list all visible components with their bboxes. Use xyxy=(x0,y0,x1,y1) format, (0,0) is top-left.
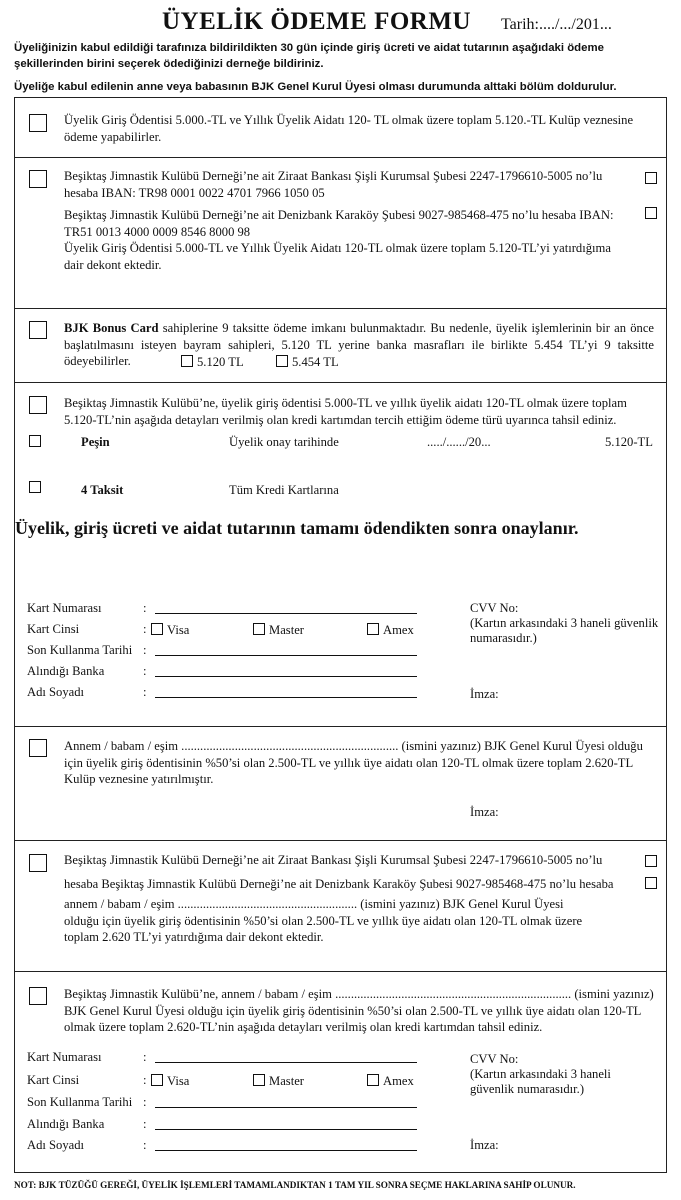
kart-no-label: Kart Numarası xyxy=(27,601,102,615)
visa-option[interactable] xyxy=(151,623,189,638)
section-parent-credit-card xyxy=(14,972,667,1173)
onay-date[interactable]: ...../....../20... xyxy=(427,435,491,449)
denizbank-checkbox[interactable] xyxy=(645,207,657,219)
visa-label: Visa xyxy=(167,623,190,637)
bonus-option-5120[interactable] xyxy=(181,354,244,371)
son-kullanma-field[interactable] xyxy=(155,1107,417,1108)
section-cash-payment xyxy=(14,98,667,158)
kart-no-field[interactable] xyxy=(155,1062,417,1063)
bonus-card-checkbox[interactable] xyxy=(29,321,47,339)
master-option[interactable] xyxy=(253,623,304,638)
banka-label: Alındığı Banka xyxy=(27,664,105,678)
credit-card-text: Beşiktaş Jimnastik Kulübü’ne, üyelik giriş ödentisi 5.000-TL ve yıllık üyelik aidatı 120-TL olmak üzere toplam 5.120-TL’nin aşağıda detayları verilmiş olan kredi kartımdan tercih ettiğim ödeme türü uyarınca tahsil ediniz. xyxy=(64,396,627,427)
parent-ziraat-checkbox[interactable] xyxy=(645,855,657,867)
visa-checkbox[interactable] xyxy=(151,1074,163,1086)
banka-label: Alındığı Banka xyxy=(27,1117,105,1131)
parent-denizbank-text: hesaba Beşiktaş Jimnastik Kulübü Derneği’ne ait Denizbank Karaköy Şubesi 9027-985468-475 no’lu hesaba xyxy=(64,877,614,891)
section-parent-cash xyxy=(14,727,667,841)
son-kullanma-label: Son Kullanma Tarihi xyxy=(27,643,133,657)
parent-credit-card-text: Beşiktaş Jimnastik Kulübü’ne, annem / babam / eşim ........................................................................... (ismini yazınız) BJK Genel Kurul Üyesi olduğu için üyelik giriş ödentisinin %50’si olan 2.500-TL ve yıllık üye aidatı olan 120-TL olmak üzere toplam 2.620-TL’nin aşağıda detayları verilmiş olan kredi kartımdan tahsil ediniz. xyxy=(64,987,654,1034)
intro-text-1: Üyeliğinizin kabul edildiği tarafınıza bildirildikten 30 gün içinde giriş ücreti ve aidat tutarının aşağıdaki ödeme şekillerinden birini seçerek ödediğinizi derneğe bildiriniz. xyxy=(14,42,604,70)
parent-transfer-checkbox[interactable] xyxy=(29,854,47,872)
colon: : xyxy=(143,685,147,699)
cvv-note: (Kartın arkasındaki 3 haneli güvenlik numarasıdır.) xyxy=(470,616,659,645)
visa-option[interactable] xyxy=(151,1074,189,1089)
adi-soyadi-label: Adı Soyadı xyxy=(27,1138,85,1152)
section-parent-transfer xyxy=(14,841,667,972)
bonus-card-text xyxy=(64,320,654,370)
kart-no-label: Kart Numarası xyxy=(27,1050,102,1064)
amex-option[interactable] xyxy=(367,623,414,638)
ziraat-account-text: Beşiktaş Jimnastik Kulübü Derneği’ne ait Ziraat Bankası Şişli Kurumsal Şubesi 2247-1796610-5005 no’lu hesaba IBAN: TR98 0001 0022 4701 7966 1050 05 xyxy=(64,169,603,200)
denizbank-account-text: Beşiktaş Jimnastik Kulübü Derneği’ne ait Denizbank Karaköy Şubesi 9027-985468-475 no’lu hesaba IBAN: TR51 0013 4000 0009 8546 8000 98 xyxy=(64,208,614,239)
amex-checkbox[interactable] xyxy=(367,623,379,635)
cash-payment-text: Üyelik Giriş Ödentisi 5.000.-TL ve Yıllık Üyelik Aidatı 120- TL olmak üzere toplam 5.120.-TL Kulüp veznesine ödeme yapabilirler. xyxy=(64,113,634,144)
master-checkbox[interactable] xyxy=(253,623,265,635)
cash-payment-checkbox[interactable] xyxy=(29,114,47,132)
son-kullanma-field[interactable] xyxy=(155,655,417,656)
adi-soyadi-label: Adı Soyadı xyxy=(27,685,85,699)
dekont-text: Üyelik Giriş Ödentisi 5.000-TL ve Yıllık Üyelik Aidatı 120-TL olmak üzere toplam 5.120-TL’yi yatırdığıma dair dekont ektedir. xyxy=(64,241,611,272)
page-title: ÜYELİK ÖDEME FORMU xyxy=(162,8,471,35)
option-5454-checkbox[interactable] xyxy=(276,355,288,367)
pesin-amount: 5.120-TL xyxy=(605,435,653,449)
adi-soyadi-field[interactable] xyxy=(155,1150,417,1151)
colon: : xyxy=(143,601,147,615)
kart-no-field[interactable] xyxy=(155,613,417,614)
amex-label: Amex xyxy=(383,1074,414,1088)
ziraat-checkbox[interactable] xyxy=(645,172,657,184)
kart-cinsi-label: Kart Cinsi xyxy=(27,622,80,636)
visa-label: Visa xyxy=(167,1074,190,1088)
footer-note: NOT: BJK TÜZÜĞÜ GEREĞİ, ÜYELİK İŞLEMLERİ TAMAMLANDIKTAN 1 TAM YIL SONRA SEÇME HAKLARINA SAHİP OLUNUR. xyxy=(14,1180,576,1190)
date-field[interactable]: Tarih:..../.../201... xyxy=(501,16,612,33)
master-checkbox[interactable] xyxy=(253,1074,265,1086)
cvv-note: (Kartın arkasındaki 3 haneli güvenlik numarasıdır.) xyxy=(470,1067,611,1096)
bonus-card-description: sahiplerine 9 taksitte ödeme imkanı bulunmaktadır. Bu nedenle, üyelik işlemlerinin bir an önce başlatılmasını isteyen bayram sahipleri, 5.120 TL yerine banka masrafları ile birlikte 5.454 TL’yi 9 taksitte ödeyebilirler. xyxy=(64,321,654,368)
parent-denizbank-checkbox[interactable] xyxy=(645,877,657,889)
onay-label: Üyelik onay tarihinde xyxy=(229,435,339,449)
amex-label: Amex xyxy=(383,623,414,637)
approval-note: Üyelik, giriş ücreti ve aidat tutarının tamamı ödendikten sonra onaylanır. xyxy=(15,518,579,538)
intro-text-2: Üyeliğe kabul edilenin anne veya babasının BJK Genel Kurul Üyesi olması durumunda alttaki bölüm doldurulur. xyxy=(14,81,617,93)
option-5120-label: 5.120 TL xyxy=(197,355,244,369)
bonus-option-5454[interactable] xyxy=(276,354,339,371)
master-option[interactable] xyxy=(253,1074,304,1089)
cvv-label: CVV No: xyxy=(470,1052,519,1066)
pesin-label: Peşin xyxy=(81,435,110,449)
amex-checkbox[interactable] xyxy=(367,1074,379,1086)
master-label: Master xyxy=(269,623,304,637)
parent-dekont-text: annem / babam / eşim ......................................................... (ismini yazınız) BJK Genel Kurul Üyesi olduğu için üyelik giriş ödentisinin %50’si olan 2.500-TL ve yıllık üye aidatı olan 120-TL olmak üzere toplam 2.620 TL’yi yatırdığıma dair dekont ektedir. xyxy=(64,897,583,944)
son-kullanma-label: Son Kullanma Tarihi xyxy=(27,1095,133,1109)
signature-label: İmza: xyxy=(470,805,499,819)
bank-transfer-checkbox[interactable] xyxy=(29,170,47,188)
parent-credit-card-checkbox[interactable] xyxy=(29,987,47,1005)
parent-cash-checkbox[interactable] xyxy=(29,739,47,757)
signature-label: İmza: xyxy=(470,687,499,701)
colon: : xyxy=(143,1117,147,1131)
colon: : xyxy=(143,1073,147,1087)
section-bonus-card xyxy=(14,309,667,383)
section-bank-transfer xyxy=(14,158,667,309)
colon: : xyxy=(143,664,147,678)
bonus-card-label: BJK Bonus Card xyxy=(64,321,159,335)
pesin-checkbox[interactable] xyxy=(29,435,41,447)
colon: : xyxy=(143,1050,147,1064)
master-label: Master xyxy=(269,1074,304,1088)
adi-soyadi-field[interactable] xyxy=(155,697,417,698)
credit-card-checkbox[interactable] xyxy=(29,396,47,414)
cvv-label: CVV No: xyxy=(470,601,519,615)
banka-field[interactable] xyxy=(155,1129,417,1130)
banka-field[interactable] xyxy=(155,676,417,677)
option-5454-label: 5.454 TL xyxy=(292,355,339,369)
visa-checkbox[interactable] xyxy=(151,623,163,635)
parent-cash-text: Annem / babam / eşim ..................................................................... (ismini yazınız) BJK Genel Kurul Üyesi olduğu için üyelik giriş ödentisinin %50’si olan 2.500-TL ve yıllık üye aidatı olan 120-TL olmak üzere toplam 2.620-TL Kulüp veznesine yatırılmıştır. xyxy=(64,739,643,786)
cards-label: Tüm Kredi Kartlarına xyxy=(229,483,339,497)
signature-label: İmza: xyxy=(470,1138,499,1152)
colon: : xyxy=(143,1138,147,1152)
taksit-checkbox[interactable] xyxy=(29,481,41,493)
taksit-label: 4 Taksit xyxy=(81,483,124,497)
colon: : xyxy=(143,622,147,636)
amex-option[interactable] xyxy=(367,1074,414,1089)
kart-cinsi-label: Kart Cinsi xyxy=(27,1073,80,1087)
parent-ziraat-text: Beşiktaş Jimnastik Kulübü Derneği’ne ait Ziraat Bankası Şişli Kurumsal Şubesi 2247-1796610-5005 no’lu xyxy=(64,853,603,867)
colon: : xyxy=(143,643,147,657)
colon: : xyxy=(143,1095,147,1109)
section-credit-card xyxy=(14,383,667,727)
option-5120-checkbox[interactable] xyxy=(181,355,193,367)
